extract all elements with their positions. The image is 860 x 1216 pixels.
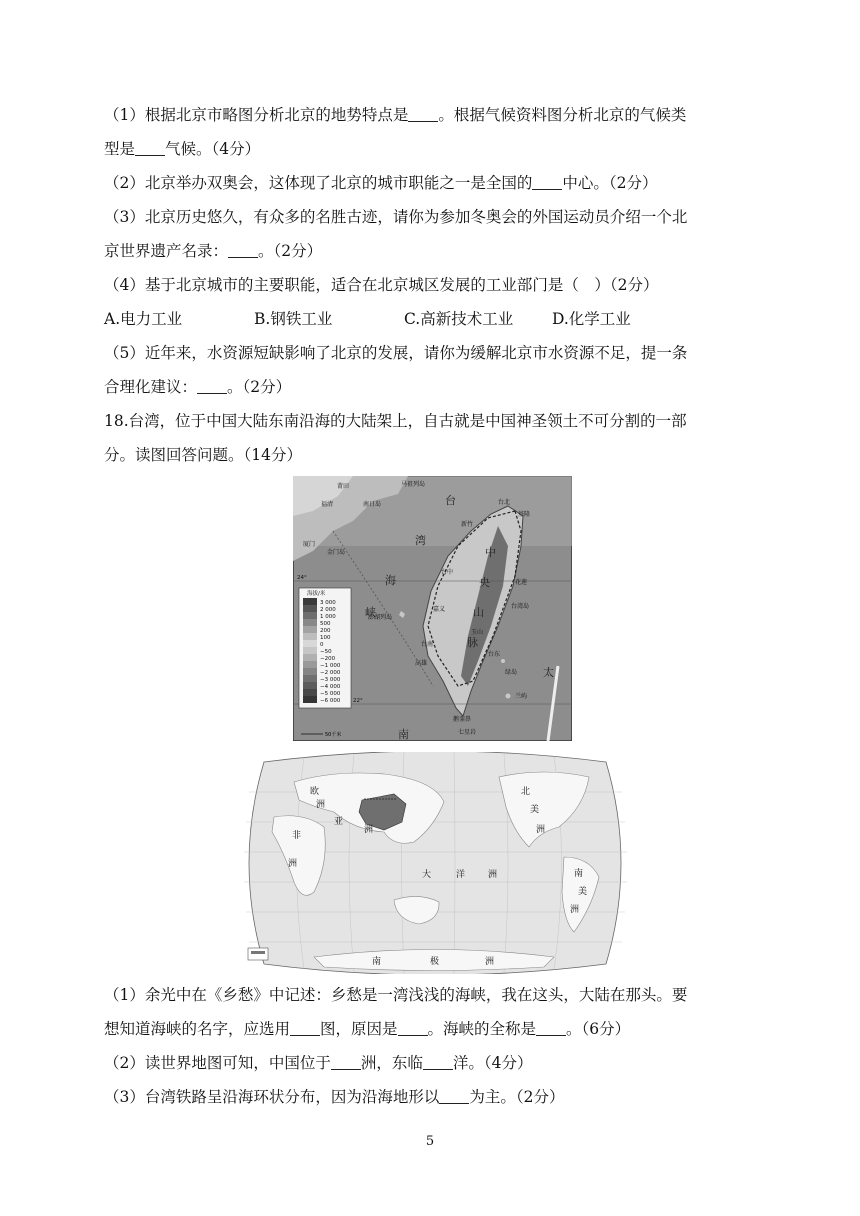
legend-value: −5 000 <box>320 691 341 697</box>
option-d[interactable]: D.化学工业 <box>552 310 631 328</box>
scale-label: 50千米 <box>325 732 342 738</box>
q17-part1-line1: （1）根据北京市略图分析北京的地势特点是 。根据气候资料图分析北京的气候类 <box>104 106 687 124</box>
place-label: 福清 <box>321 501 334 508</box>
legend-swatches <box>303 598 317 703</box>
strait-label: 湾 <box>415 534 426 547</box>
answer-blank[interactable] <box>439 1089 469 1104</box>
legend-value: −2 000 <box>320 670 341 676</box>
option-b[interactable]: B.钢铁工业 <box>254 310 333 328</box>
place-label: 花莲 <box>515 579 528 586</box>
option-a[interactable]: A.电力工业 <box>104 310 183 328</box>
sea-label: 南 <box>398 728 409 741</box>
latitude-label: 24° <box>297 575 307 581</box>
ocean-label: 太 <box>543 666 554 679</box>
legend-value: 0 <box>320 642 324 648</box>
place-label: 台中 <box>441 569 454 576</box>
q17-part4-line: （4）基于北京城市的主要职能，适合在北京城区发展的工业部门是（ ）（2分） <box>104 276 659 294</box>
place-label: 台南 <box>421 641 434 648</box>
continent-label: 洲 <box>316 800 326 810</box>
place-label: 绿岛 <box>505 669 518 676</box>
continent-label: 洲 <box>536 825 546 835</box>
continent-label: 洲 <box>288 859 298 869</box>
continent-label: 美 <box>578 887 588 897</box>
place-label: 厦门 <box>303 541 316 548</box>
legend-value: 200 <box>320 628 331 634</box>
q17-part3-line1: （3）北京历史悠久，有众多的名胜古迹，请你为参加冬奥会的外国运动员介绍一个北 <box>104 208 688 226</box>
place-label: 七星岩 <box>458 729 477 736</box>
q18-part1-line1: （1）余光中在《乡愁》中记述：乡愁是一湾浅浅的海峡，我在这头，大陆在那头。要 <box>104 986 688 1004</box>
page-number: 5 <box>425 1134 435 1149</box>
q18-intro-line1: 18.台湾，位于中国大陆东南沿海的大陆架上，自古就是中国神圣领土不可分割的一部 <box>104 412 687 430</box>
continent-label: 洲 <box>485 957 495 967</box>
place-label: 台北 <box>498 499 511 506</box>
q18-part2-line: （2）读世界地图可知，中国位于 洲，东临 洋。（4分） <box>104 1054 533 1072</box>
answer-blank[interactable] <box>532 175 562 190</box>
answer-blank[interactable] <box>536 1021 566 1036</box>
place-label: 澎湖列岛 <box>368 614 393 621</box>
continent-label: 大 <box>422 870 432 880</box>
legend-value: 500 <box>320 621 331 627</box>
legend-value: −50 <box>320 649 332 655</box>
legend-value: 3 000 <box>320 600 336 606</box>
answer-blank[interactable] <box>228 243 258 258</box>
mountain-label: 山 <box>473 606 484 619</box>
green-island <box>501 659 505 663</box>
continent-label: 北 <box>521 787 531 797</box>
legend-value: −200 <box>320 656 336 662</box>
legend-value: −3 000 <box>320 677 341 683</box>
mountain-label: 脉 <box>467 636 478 649</box>
latitude-label: 22° <box>353 698 363 704</box>
continent-label: 亚 <box>334 817 344 827</box>
continent-label: 洲 <box>488 870 498 880</box>
answer-blank[interactable] <box>290 1021 320 1036</box>
legend-value: −4 000 <box>320 684 341 690</box>
q17-part3-line2: 京世界遗产名录： 。（2分） <box>104 242 323 260</box>
legend-value: 2 000 <box>320 607 336 613</box>
mountain-label: 央 <box>479 576 490 589</box>
q17-part5-line1: （5）近年来，水资源短缺影响了北京的发展，请你为缓解北京市水资源不足，提一条 <box>104 344 688 362</box>
continent-label: 洲 <box>364 825 374 835</box>
q18-part1-line2: 想知道海峡的名字，应选用 图，原因是 。海峡的全称是 。（6分） <box>104 1020 631 1038</box>
legend-value: −1 000 <box>320 663 341 669</box>
legend-value: −6 000 <box>320 698 341 704</box>
legend-value: 100 <box>320 635 331 641</box>
orchid-island <box>506 694 511 699</box>
answer-blank[interactable] <box>423 1055 453 1070</box>
continent-label: 非 <box>292 831 302 841</box>
answer-blank[interactable] <box>331 1055 361 1070</box>
place-label: 台东 <box>488 651 501 658</box>
taiwan-relief-map <box>293 476 572 741</box>
place-label: 鹅銮鼻 <box>453 716 472 723</box>
legend-title: 海拔/米 <box>307 591 326 597</box>
continent-label: 洋 <box>456 870 466 880</box>
continent-label: 南 <box>574 869 584 879</box>
answer-blank[interactable] <box>408 107 438 122</box>
legend-value: 1 000 <box>320 614 336 620</box>
place-label: 高雄 <box>415 660 428 667</box>
place-label: 金门岛 <box>327 549 346 556</box>
mountain-label: 中 <box>485 546 496 559</box>
answer-blank[interactable] <box>197 379 227 394</box>
place-label: 南日岛 <box>363 501 382 508</box>
world-map <box>244 752 627 974</box>
q18-intro-line2: 分。读图回答问题。（14分） <box>104 446 302 464</box>
place-label: 嘉义 <box>433 606 446 613</box>
continent-label: 洲 <box>570 905 580 915</box>
answer-blank[interactable] <box>398 1021 428 1036</box>
q18-part3-line: （3）台湾铁路呈沿海环状分布，因为沿海地形以 为主。（2分） <box>104 1088 565 1106</box>
answer-blank[interactable] <box>135 141 165 156</box>
strait-label: 峡 <box>365 606 376 619</box>
option-c[interactable]: C.高新技术工业 <box>404 310 514 328</box>
q17-part2-line: （2）北京举办双奥会，这体现了北京的城市职能之一是全国的 中心。（2分） <box>104 174 658 192</box>
continent-label: 欧 <box>310 787 320 797</box>
place-label: 马祖列岛 <box>401 481 426 488</box>
strait-label: 海 <box>385 574 396 587</box>
q17-part1-line2: 型是 气候。（4分） <box>104 140 261 158</box>
place-label: 新竹 <box>461 521 474 528</box>
place-label: 兰屿 <box>515 693 528 700</box>
place-label: 玉山 <box>471 629 484 636</box>
place-label: 台湾岛 <box>511 603 530 610</box>
q17-part5-line2: 合理化建议： 。（2分） <box>104 378 292 396</box>
inset-mark <box>251 951 265 954</box>
place-label: 基隆 <box>518 511 531 518</box>
continent-label: 极 <box>430 957 440 967</box>
place-label: 莆田 <box>337 483 350 490</box>
continent-label: 美 <box>530 805 540 815</box>
continent-label: 南 <box>372 957 382 967</box>
strait-label: 台 <box>445 494 456 507</box>
